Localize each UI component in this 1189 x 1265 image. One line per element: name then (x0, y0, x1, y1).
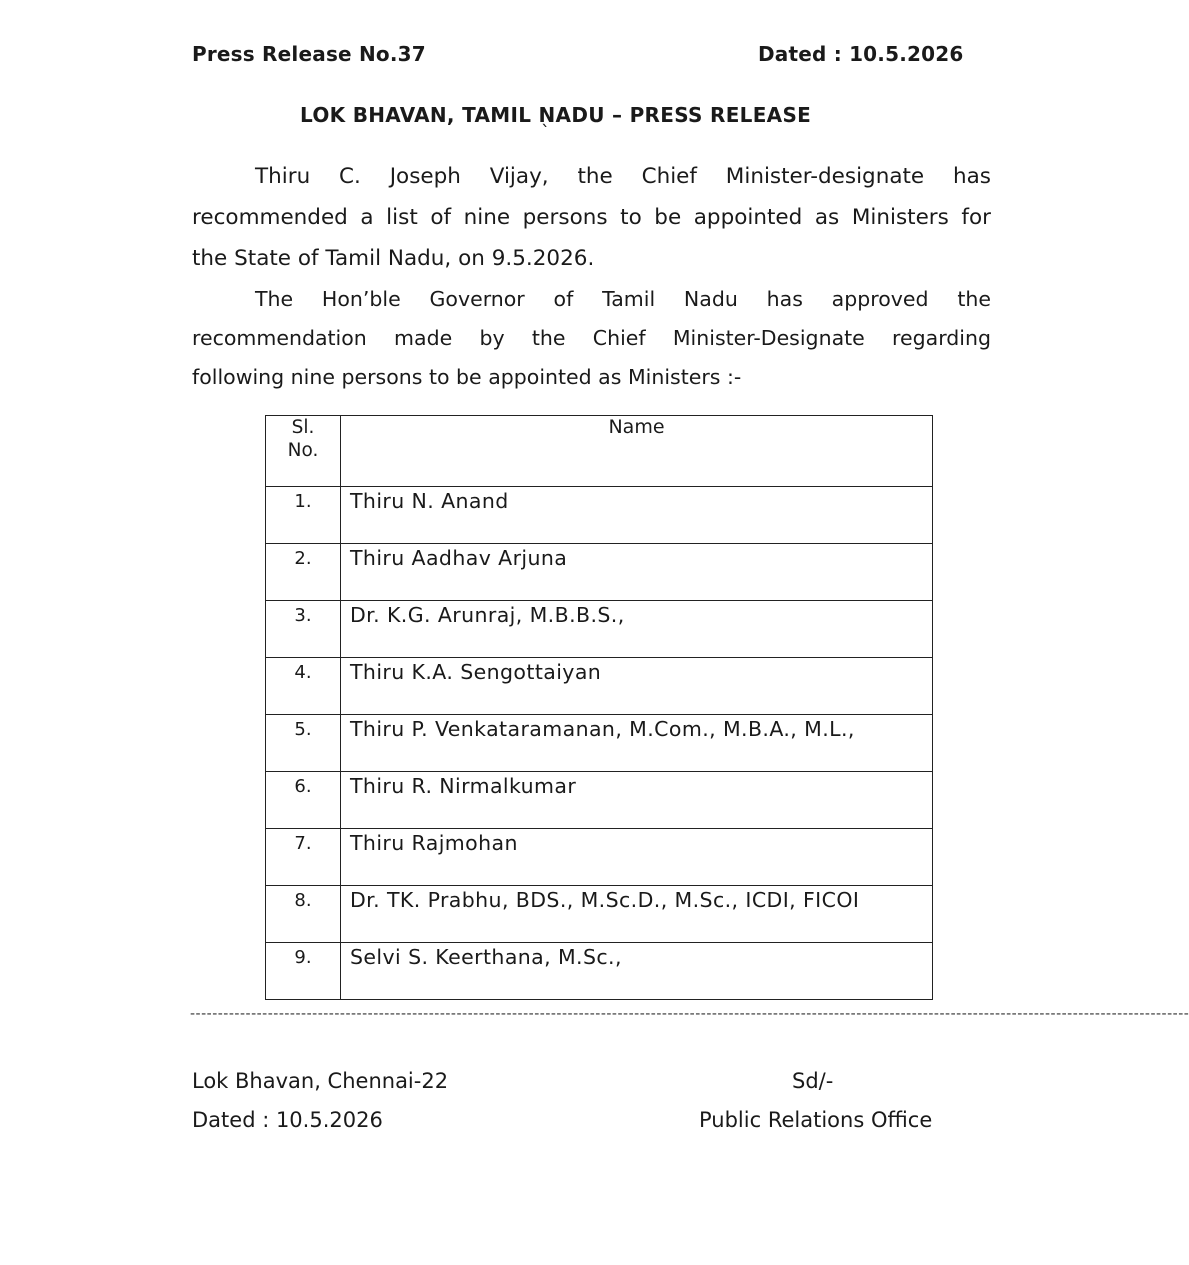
minister-name-cell: Thiru R. Nirmalkumar (341, 772, 933, 829)
table-row (266, 772, 933, 829)
release-date: Dated : 10.5.2026 (758, 42, 964, 66)
minister-name-cell: Thiru Rajmohan (341, 829, 933, 886)
minister-name-cell: Thiru N. Anand (341, 487, 933, 544)
serial-number-cell: 9. (266, 943, 341, 1000)
table-row (266, 487, 933, 544)
paragraph-line: recommended a list of nine persons to be appointed as Ministers for (192, 205, 991, 230)
table-header-row (266, 416, 933, 487)
dashed-divider: ------------------------------------------------------------------------------------------------------------------------------------------------------------------------------------ (190, 1006, 1189, 1022)
issue-date: Dated : 10.5.2026 (192, 1108, 383, 1132)
minister-name-cell: Dr. TK. Prabhu, BDS., M.Sc.D., M.Sc., ICDI, FICOI (341, 886, 933, 943)
serial-number-cell: 7. (266, 829, 341, 886)
signature-mark: Sd/- (792, 1069, 834, 1093)
serial-number-cell: 3. (266, 601, 341, 658)
minister-name-cell: Thiru K.A. Sengottaiyan (341, 658, 933, 715)
paragraph-line: recommendation made by the Chief Minister-Designate regarding (192, 326, 991, 350)
paragraph-recommendation (192, 156, 991, 279)
table-row (266, 715, 933, 772)
minister-name-cell: Selvi S. Keerthana, M.Sc., (341, 943, 933, 1000)
serial-number-cell: 2. (266, 544, 341, 601)
table-row (266, 886, 933, 943)
header-no-label: No. (287, 440, 319, 461)
paragraph-line: The Hon’ble Governor of Tamil Nadu has approved the (255, 287, 991, 311)
serial-number-cell: 8. (266, 886, 341, 943)
serial-number-cell: 4. (266, 658, 341, 715)
issue-place: Lok Bhavan, Chennai-22 (192, 1069, 449, 1093)
ministers-table-body (266, 487, 933, 1000)
minister-name-cell: Thiru P. Venkataramanan, M.Com., M.B.A., M.L., (341, 715, 933, 772)
serial-number-cell: 6. (266, 772, 341, 829)
serial-number-cell: 1. (266, 487, 341, 544)
serial-number-cell: 5. (266, 715, 341, 772)
table-row (266, 601, 933, 658)
release-number: Press Release No.37 (192, 42, 426, 66)
table-row (266, 658, 933, 715)
header-sl-label: Sl. (291, 417, 315, 438)
table-row (266, 829, 933, 886)
stray-mark: ` (541, 122, 550, 143)
table-row (266, 544, 933, 601)
issuing-office: Public Relations Office (699, 1108, 933, 1132)
document-title: LOK BHAVAN, TAMIL NADU – PRESS RELEASE (300, 103, 812, 127)
ministers-table (265, 415, 933, 1000)
serial-number-header (266, 416, 341, 487)
minister-name-cell: Thiru Aadhav Arjuna (341, 544, 933, 601)
table-row (266, 943, 933, 1000)
paragraph-line: Thiru C. Joseph Vijay, the Chief Minister-designate has (255, 164, 991, 189)
paragraph-line: the State of Tamil Nadu, on 9.5.2026. (192, 246, 595, 271)
name-header: Name (341, 416, 933, 487)
paragraph-line: following nine persons to be appointed as Ministers :- (192, 365, 742, 389)
paragraph-approval (192, 280, 991, 397)
minister-name-cell: Dr. K.G. Arunraj, M.B.B.S., (341, 601, 933, 658)
